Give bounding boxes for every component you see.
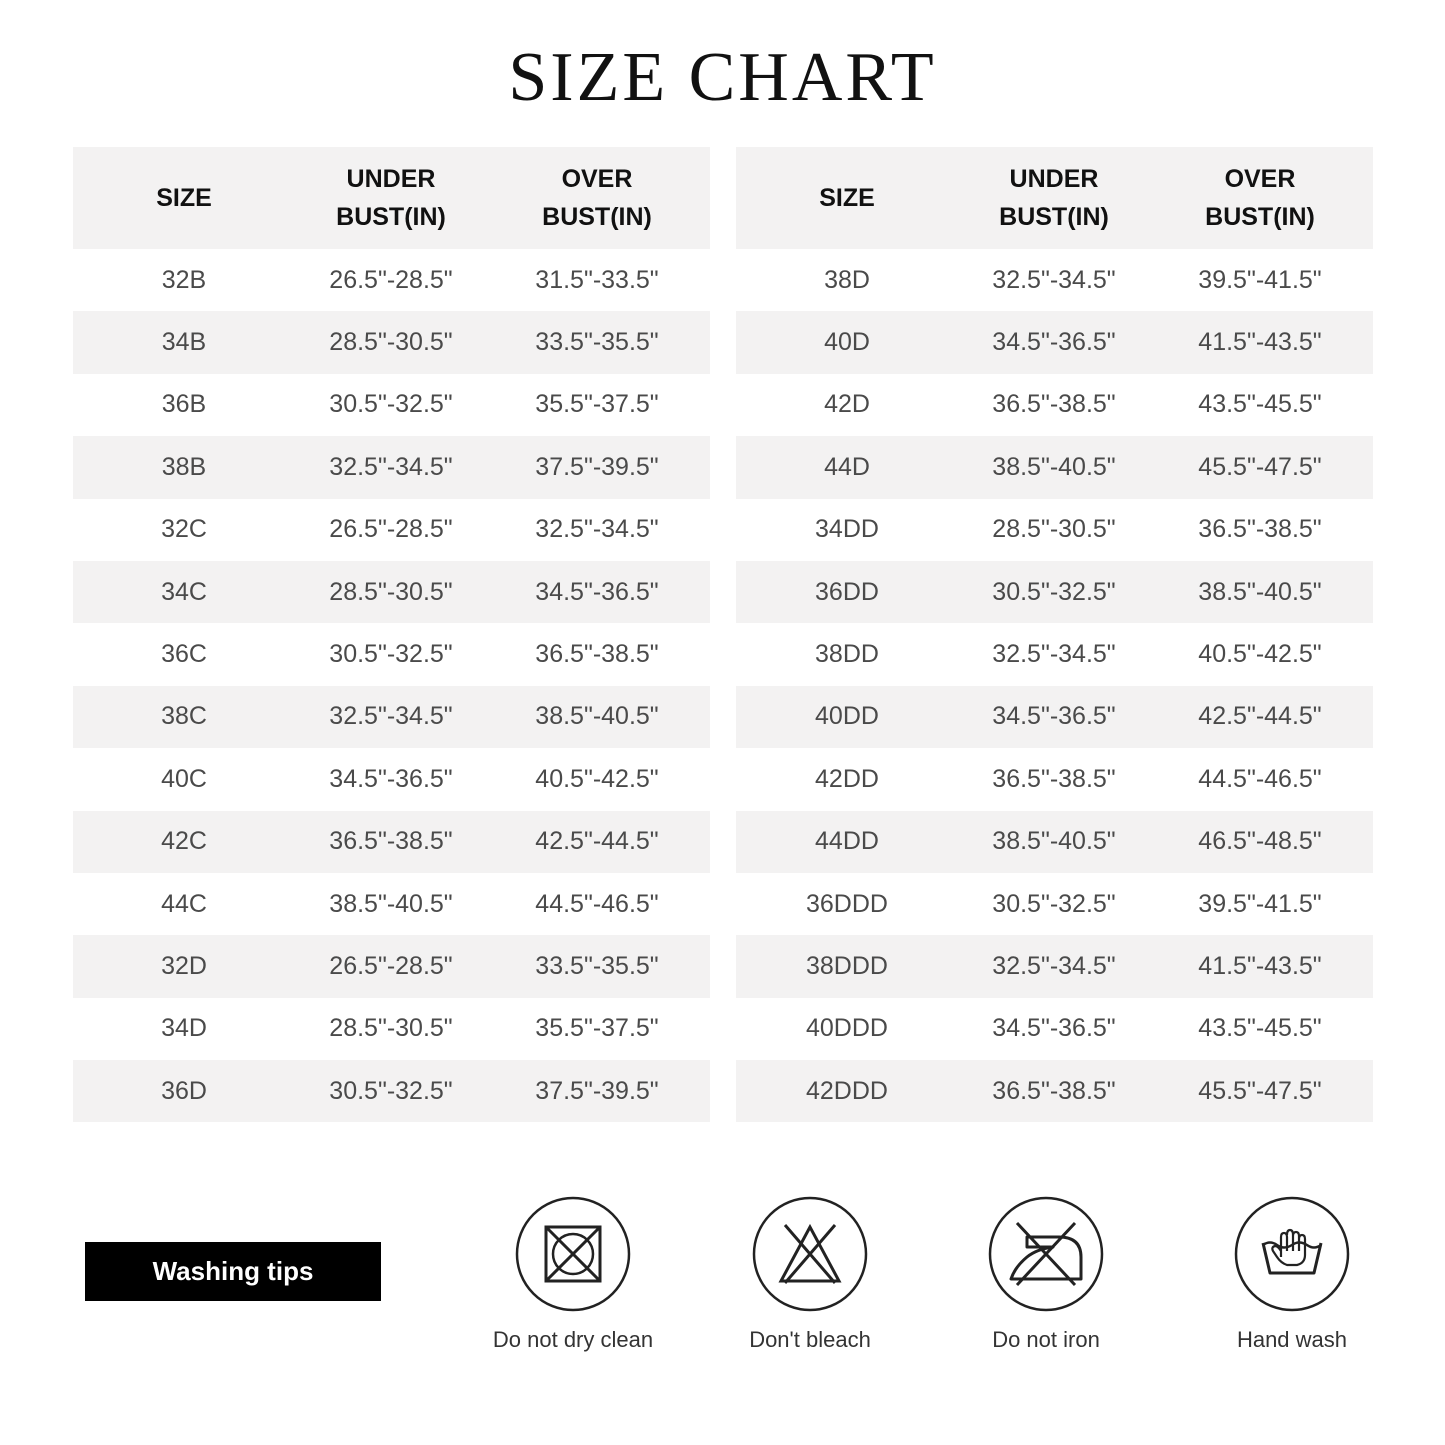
header-over-bust: OVER BUST(IN) [1205,165,1315,231]
size-table-right [736,147,1373,1122]
cell-under-bust: 28.5"-30.5" [329,328,453,357]
table-row [736,1060,1373,1122]
care-caption: Don't bleach [749,1327,871,1352]
cell-under-bust: 36.5"-38.5" [992,1076,1116,1105]
cell-under-bust: 26.5"-28.5" [329,265,453,294]
cell-size: 40D [824,328,870,357]
cell-under-bust: 32.5"-34.5" [329,702,453,731]
table-row [73,561,710,623]
cell-size: 34B [161,328,207,357]
cell-over-bust: 35.5"-37.5" [535,390,659,419]
table-row [736,748,1373,810]
cell-under-bust: 28.5"-30.5" [329,577,453,606]
table-row [73,873,710,935]
cell-size: 38DD [815,640,879,669]
cell-over-bust: 40.5"-42.5" [535,764,659,793]
cell-over-bust: 45.5"-47.5" [1198,452,1322,481]
cell-under-bust: 34.5"-36.5" [992,702,1116,731]
cell-under-bust: 32.5"-34.5" [992,640,1116,669]
cell-size: 36D [161,1076,207,1105]
care-item-no-bleach [690,1195,930,1353]
cell-under-bust: 30.5"-32.5" [992,577,1116,606]
size-table-left [73,147,710,1122]
cell-size: 36C [161,640,207,669]
table-row [736,811,1373,873]
cell-under-bust: 36.5"-38.5" [992,390,1116,419]
table-row [736,998,1373,1060]
cell-under-bust: 38.5"-40.5" [992,452,1116,481]
table-body [736,249,1373,1122]
cell-over-bust: 40.5"-42.5" [1198,640,1322,669]
cell-under-bust: 32.5"-34.5" [992,265,1116,294]
cell-size: 40DDD [806,1014,888,1043]
table-row [736,311,1373,373]
table-row [736,499,1373,561]
page-title: SIZE CHART [508,39,937,116]
cell-over-bust: 32.5"-34.5" [535,515,659,544]
cell-size: 36DD [815,577,879,606]
cell-size: 32D [161,951,207,980]
cell-size: 42C [161,827,207,856]
table-row [73,499,710,561]
cell-under-bust: 28.5"-30.5" [992,515,1116,544]
table-header [73,147,710,249]
cell-over-bust: 38.5"-40.5" [1198,577,1322,606]
cell-over-bust: 37.5"-39.5" [535,452,659,481]
care-caption: Hand wash [1236,1327,1348,1352]
cell-under-bust: 32.5"-34.5" [992,951,1116,980]
header-size: SIZE [819,184,875,212]
cell-over-bust: 41.5"-43.5" [1198,328,1322,357]
table-row [73,311,710,373]
hand-wash-icon [1233,1195,1351,1313]
cell-under-bust: 26.5"-28.5" [329,515,453,544]
cell-under-bust: 36.5"-38.5" [992,764,1116,793]
cell-under-bust: 30.5"-32.5" [329,1076,453,1105]
cell-size: 36B [161,390,207,419]
cell-size: 44DD [815,827,879,856]
cell-under-bust: 34.5"-36.5" [992,328,1116,357]
cell-over-bust: 33.5"-35.5" [535,951,659,980]
cell-over-bust: 38.5"-40.5" [535,702,659,731]
table-row [736,873,1373,935]
table-row [73,623,710,685]
cell-size: 32C [161,515,207,544]
care-item-hand-wash [1172,1195,1412,1353]
header-size: SIZE [156,184,212,212]
washing-tips-label: Washing tips [85,1242,381,1301]
table-body [73,249,710,1122]
cell-over-bust: 41.5"-43.5" [1198,951,1322,980]
table-row [736,686,1373,748]
care-caption: Do not dry clean [492,1327,654,1352]
table-row [73,249,710,311]
cell-size: 38DDD [806,951,888,980]
table-row [736,561,1373,623]
cell-under-bust: 30.5"-32.5" [329,640,453,669]
cell-under-bust: 34.5"-36.5" [992,1014,1116,1043]
cell-under-bust: 28.5"-30.5" [329,1014,453,1043]
cell-over-bust: 37.5"-39.5" [535,1076,659,1105]
header-over-bust: OVER BUST(IN) [542,165,652,231]
cell-over-bust: 46.5"-48.5" [1198,827,1322,856]
cell-size: 44C [161,889,207,918]
header-under-bust: UNDER BUST(IN) [336,165,446,231]
cell-under-bust: 38.5"-40.5" [329,889,453,918]
cell-size: 42D [824,390,870,419]
cell-over-bust: 44.5"-46.5" [535,889,659,918]
table-row [736,249,1373,311]
cell-size: 38D [824,265,870,294]
table-row [73,374,710,436]
table-row [73,686,710,748]
cell-size: 38B [161,452,207,481]
table-row [736,623,1373,685]
no-dry-clean-icon [514,1195,632,1313]
care-caption: Do not iron [992,1327,1100,1352]
cell-under-bust: 32.5"-34.5" [329,452,453,481]
cell-over-bust: 34.5"-36.5" [535,577,659,606]
cell-size: 36DDD [806,889,888,918]
cell-under-bust: 34.5"-36.5" [329,764,453,793]
cell-over-bust: 31.5"-33.5" [535,265,659,294]
cell-size: 34D [161,1014,207,1043]
cell-over-bust: 43.5"-45.5" [1198,390,1322,419]
cell-over-bust: 36.5"-38.5" [1198,515,1322,544]
cell-size: 42DDD [806,1076,888,1105]
table-row [736,374,1373,436]
cell-size: 38C [161,702,207,731]
table-row [73,748,710,810]
cell-under-bust: 30.5"-32.5" [992,889,1116,918]
cell-over-bust: 42.5"-44.5" [1198,702,1322,731]
cell-size: 34C [161,577,207,606]
cell-over-bust: 42.5"-44.5" [535,827,659,856]
table-header [736,147,1373,249]
cell-size: 40C [161,764,207,793]
care-item-no-iron [926,1195,1166,1353]
cell-over-bust: 36.5"-38.5" [535,640,659,669]
cell-size: 32B [161,265,207,294]
care-item-no-dry-clean [453,1195,693,1353]
table-row [73,436,710,498]
no-iron-icon [987,1195,1105,1313]
cell-over-bust: 43.5"-45.5" [1198,1014,1322,1043]
cell-under-bust: 30.5"-32.5" [329,390,453,419]
cell-size: 42DD [815,764,879,793]
cell-under-bust: 26.5"-28.5" [329,951,453,980]
cell-size: 44D [824,452,870,481]
cell-under-bust: 36.5"-38.5" [329,827,453,856]
table-row [73,935,710,997]
cell-over-bust: 45.5"-47.5" [1198,1076,1322,1105]
no-bleach-icon [751,1195,869,1313]
cell-over-bust: 35.5"-37.5" [535,1014,659,1043]
header-under-bust: UNDER BUST(IN) [999,165,1109,231]
cell-under-bust: 38.5"-40.5" [992,827,1116,856]
table-row [736,436,1373,498]
cell-over-bust: 39.5"-41.5" [1198,889,1322,918]
cell-over-bust: 44.5"-46.5" [1198,764,1322,793]
table-row [736,935,1373,997]
cell-size: 40DD [815,702,879,731]
cell-size: 34DD [815,515,879,544]
table-row [73,1060,710,1122]
table-row [73,998,710,1060]
cell-over-bust: 33.5"-35.5" [535,328,659,357]
cell-over-bust: 39.5"-41.5" [1198,265,1322,294]
table-row [73,811,710,873]
